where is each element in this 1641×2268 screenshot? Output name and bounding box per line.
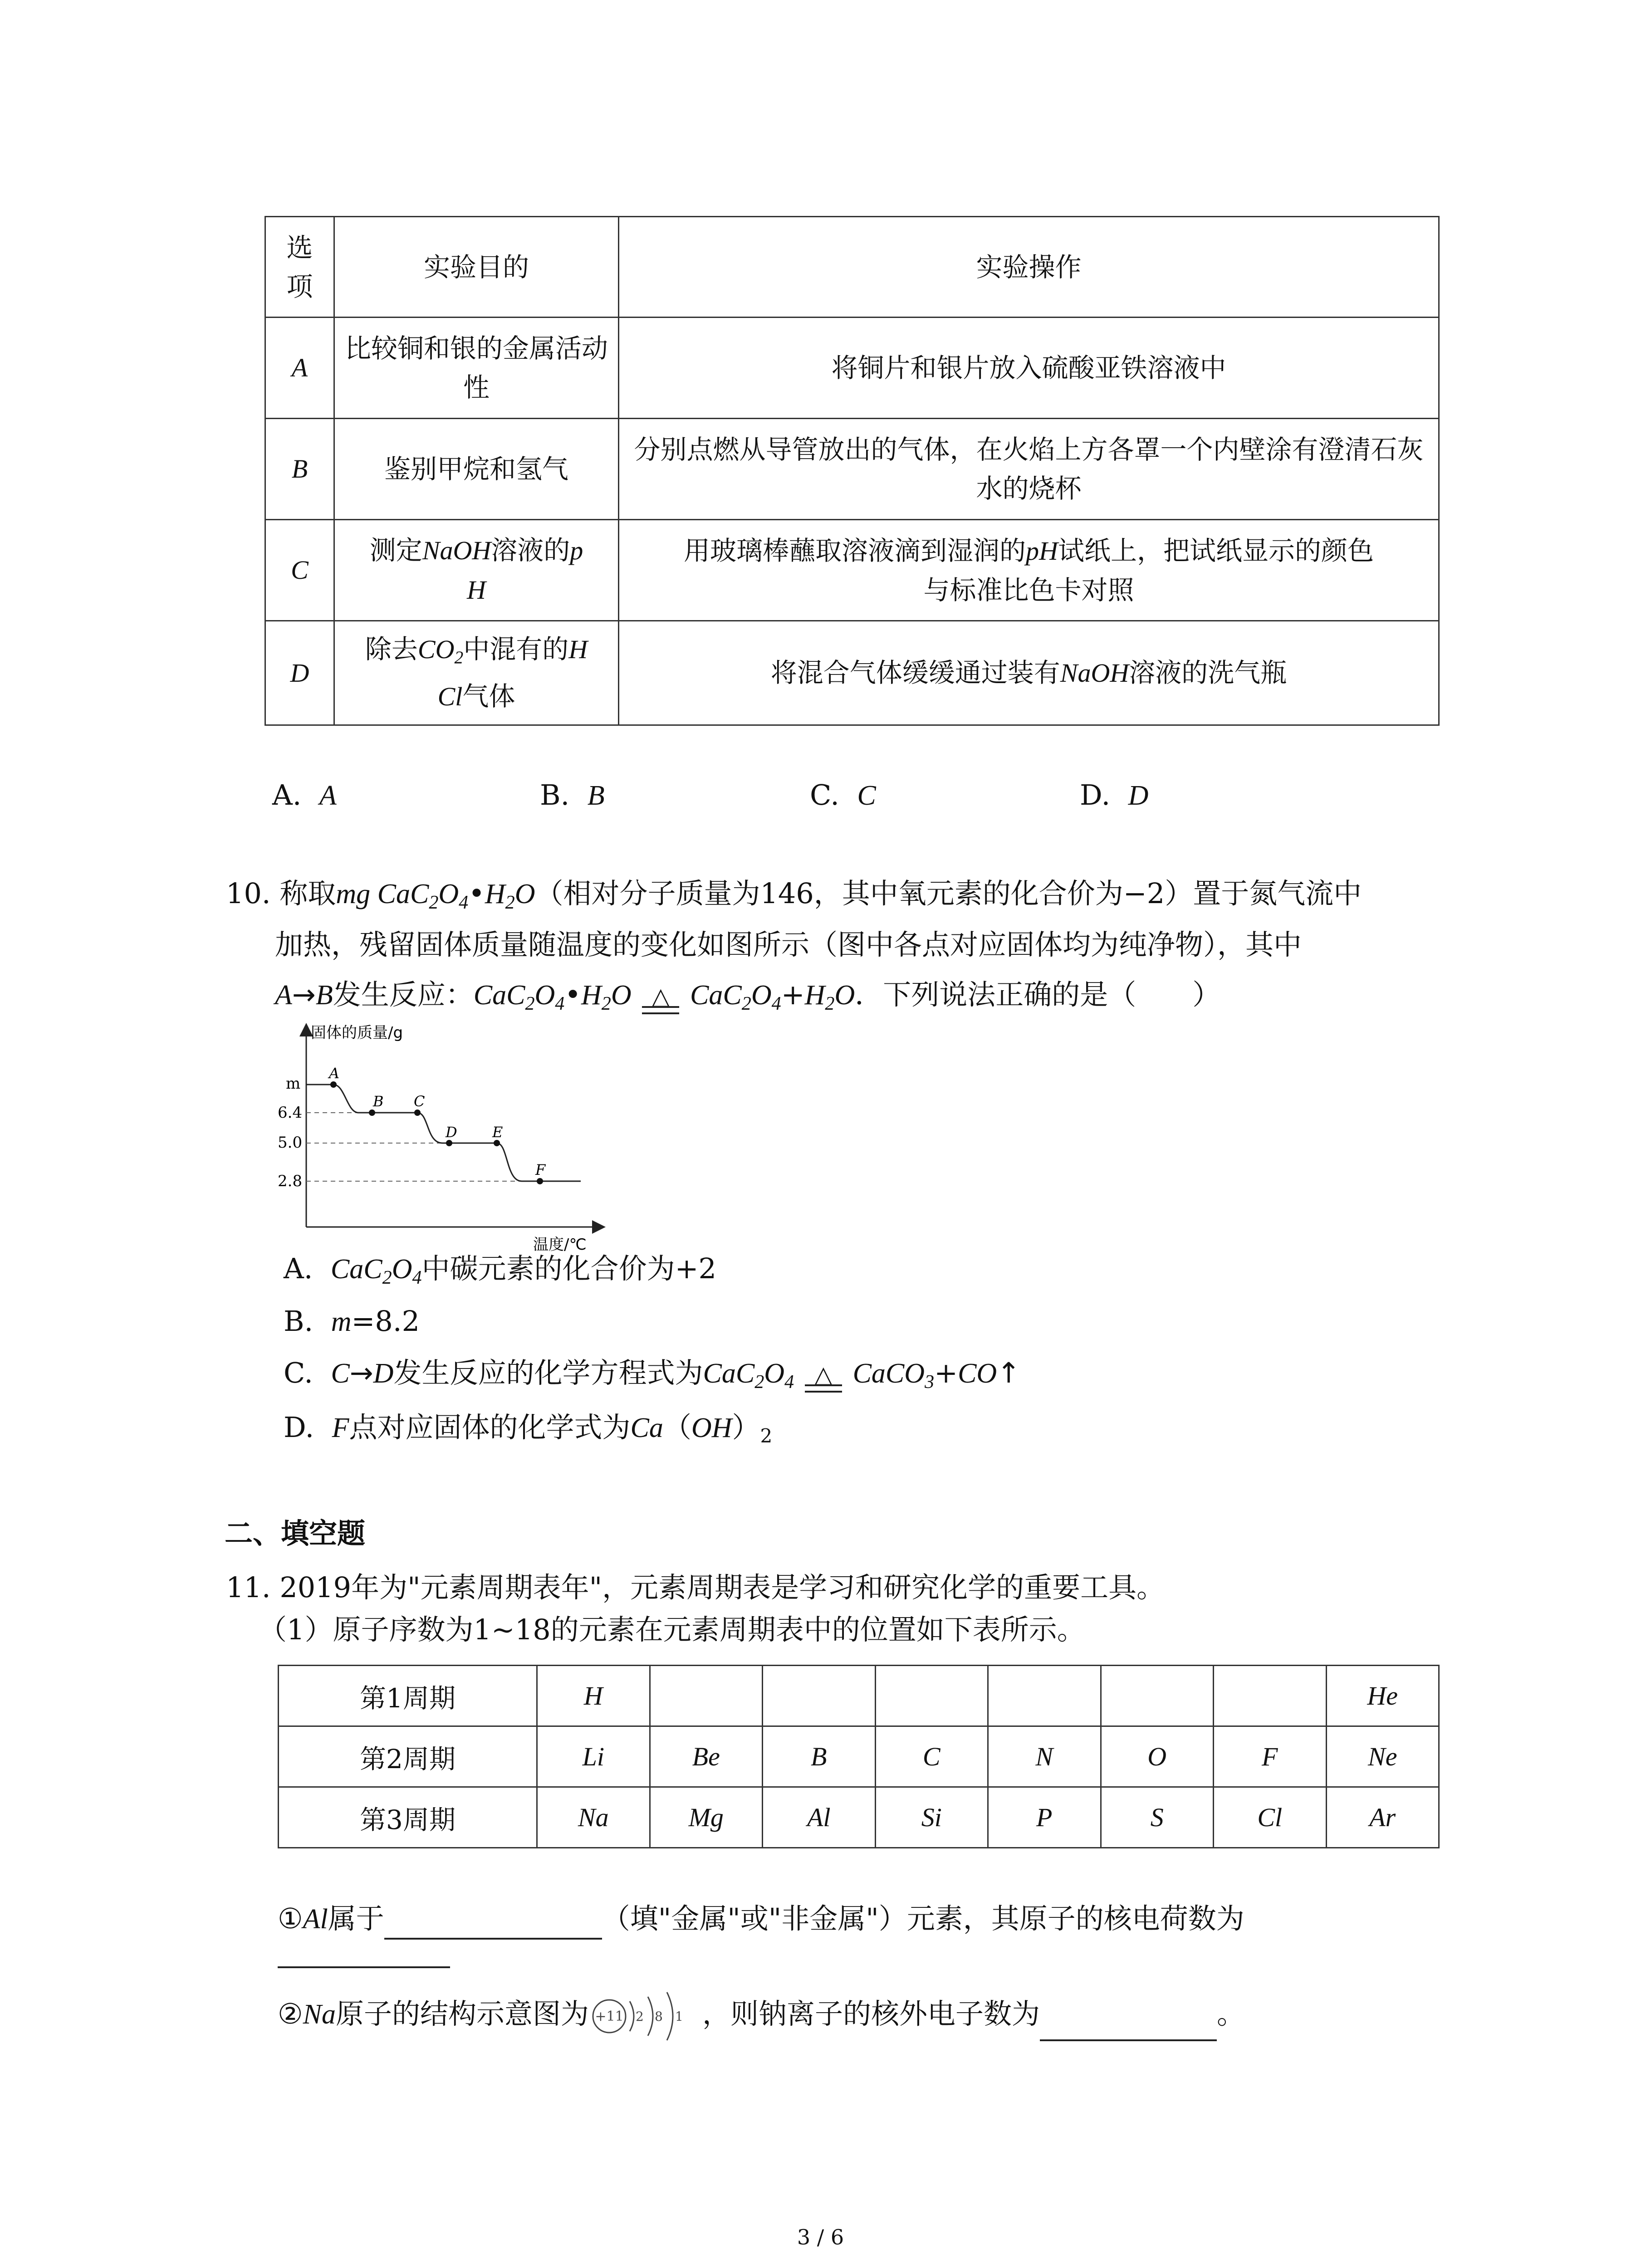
svg-text:8: 8 xyxy=(654,2009,663,2024)
answer-blank-electron-count[interactable] xyxy=(1040,2012,1217,2041)
row-operation: 用玻璃棒蘸取溶液滴到湿润的pH试纸上，把试纸显示的颜色 与标准比色卡对照 xyxy=(619,520,1439,621)
row-operation: 将混合气体缓缓通过装有NaOH溶液的洗气瓶 xyxy=(619,621,1439,725)
element-cell: Cl xyxy=(1214,1787,1327,1848)
q10-line3: A→B发生反应：$CaC_2O_4•H_2O$ △ $CaC_2O_4+H_2O$．下列说法正确的是（ ） xyxy=(275,974,1220,1024)
answer-blank-metal[interactable] xyxy=(384,1911,602,1940)
point-label-e: E xyxy=(492,1124,503,1141)
element-cell: Al xyxy=(763,1787,876,1848)
q11-item2: ②Na原子的结构示意图为 +11 2 8 1 ，则钠离子的核外电子数为 。 xyxy=(278,1991,1245,2041)
y-tick-5.0: 5.0 xyxy=(278,1134,303,1152)
point-c xyxy=(414,1110,421,1116)
row-option: B xyxy=(265,419,334,520)
y-axis-label: 固体的质量/g xyxy=(311,1024,403,1042)
row-purpose: 比较铜和银的金属活动性 xyxy=(334,318,619,419)
point-a xyxy=(330,1081,337,1088)
q11-stem: 11. 2019年为"元素周期表年"，元素周期表是学习和研究化学的重要工具。 xyxy=(226,1571,1165,1604)
element-cell: Be xyxy=(650,1726,763,1787)
element-cell: O xyxy=(1101,1726,1214,1787)
element-cell: Ar xyxy=(1326,1787,1439,1848)
element-cell: P xyxy=(988,1787,1101,1848)
element-cell xyxy=(1214,1666,1327,1726)
q11-sub1: （1）原子序数为1~18的元素在元素周期表中的位置如下表所示。 xyxy=(259,1613,1085,1646)
answer-blank-nuclear-charge[interactable] xyxy=(278,1966,450,1968)
element-cell: F xyxy=(1214,1726,1327,1787)
element-cell: H xyxy=(537,1666,650,1726)
element-cell: Ne xyxy=(1326,1726,1439,1787)
period-label: 第1周期 xyxy=(279,1666,537,1726)
choice-b[interactable]: B. B xyxy=(540,778,605,811)
point-f xyxy=(537,1178,543,1184)
element-cell xyxy=(875,1666,988,1726)
point-label-c: C xyxy=(414,1093,425,1110)
q11-item1: ①Al属于 （填"金属"或"非金属"）元素，其原子的核电荷数为 xyxy=(278,1898,1244,1940)
element-cell: S xyxy=(1101,1787,1214,1848)
section-title: 二、填空题 xyxy=(225,1517,366,1550)
heat-condition-icon: △ xyxy=(640,974,681,1017)
element-cell: C xyxy=(875,1726,988,1787)
element-cell xyxy=(988,1666,1101,1726)
experiment-table xyxy=(265,216,1440,726)
q10-line2: 加热，残留固体质量随温度的变化如图所示（图中各点对应固体均为纯净物），其中 xyxy=(275,928,1302,961)
q10-choice-d[interactable]: D. F点对应固体的化学式为$Ca(OH)_2$ xyxy=(284,1411,773,1447)
point-e xyxy=(494,1140,500,1146)
q10-choice-a[interactable]: A. $CaC_2O_4$中碳元素的化合价为+2 xyxy=(284,1252,716,1288)
row-purpose: 测定NaOH溶液的p H xyxy=(334,520,619,621)
point-label-d: D xyxy=(446,1124,457,1141)
row-operation: 将铜片和银片放入硫酸亚铁溶液中 xyxy=(619,318,1439,419)
x-axis-label: 温度/℃ xyxy=(533,1236,587,1254)
element-cell xyxy=(763,1666,876,1726)
page-number: 3 / 6 xyxy=(797,2225,844,2249)
element-cell xyxy=(650,1666,763,1726)
point-d xyxy=(446,1140,452,1146)
row-purpose: 鉴别甲烷和氢气 xyxy=(334,419,619,520)
element-cell: Li xyxy=(537,1726,650,1787)
mass-temperature-chart xyxy=(268,1021,612,1256)
svg-text:2: 2 xyxy=(635,2009,644,2024)
point-label-f: F xyxy=(535,1161,546,1178)
element-cell: N xyxy=(988,1726,1101,1787)
svg-text:1: 1 xyxy=(675,2009,683,2024)
row-option: C xyxy=(265,520,334,621)
period-label: 第3周期 xyxy=(279,1787,537,1848)
q10-choice-b[interactable]: B. m=8.2 xyxy=(284,1305,420,1338)
y-tick-2.8: 2.8 xyxy=(278,1172,303,1190)
sodium-atom-structure-icon xyxy=(589,1991,702,2041)
heat-condition-icon: △ xyxy=(803,1353,844,1395)
point-b xyxy=(369,1110,375,1116)
svg-text:+11: +11 xyxy=(595,2009,624,2024)
choice-c[interactable]: C. C xyxy=(810,778,876,811)
periodic-table xyxy=(278,1665,1440,1848)
period-label: 第2周期 xyxy=(279,1726,537,1787)
element-cell: Na xyxy=(537,1787,650,1848)
row-option: D xyxy=(265,621,334,725)
element-cell: Si xyxy=(875,1787,988,1848)
element-cell xyxy=(1101,1666,1214,1726)
element-cell: Mg xyxy=(650,1787,763,1848)
choice-d[interactable]: D. D xyxy=(1080,778,1149,811)
y-tick-m: m xyxy=(286,1075,301,1093)
row-option: A xyxy=(265,318,334,419)
point-label-a: A xyxy=(329,1065,340,1082)
header-purpose: 实验目的 xyxy=(334,217,619,318)
header-operation: 实验操作 xyxy=(619,217,1439,318)
element-cell: He xyxy=(1326,1666,1439,1726)
header-option: 选 项 xyxy=(265,217,334,318)
q10-choice-c[interactable]: C. C→D发生反应的化学方程式为$CaC_2O_4$ △ CaCO$_3$+CO↑ xyxy=(284,1353,1020,1403)
q10-line1: 10. 称取mg $CaC_2O_4•H_2O$（相对分子质量为146，其中氧元素的化合价为−2）置于氮气流中 xyxy=(226,877,1362,913)
row-purpose: 除去$CO_2$中混有的H Cl气体 xyxy=(334,621,619,725)
row-operation: 分别点燃从导管放出的气体，在火焰上方各罩一个内壁涂有澄清石灰水的烧杯 xyxy=(619,419,1439,520)
point-label-b: B xyxy=(373,1093,384,1110)
element-cell: B xyxy=(763,1726,876,1787)
choice-a[interactable]: A. A xyxy=(272,778,337,811)
y-tick-6.4: 6.4 xyxy=(278,1104,303,1122)
